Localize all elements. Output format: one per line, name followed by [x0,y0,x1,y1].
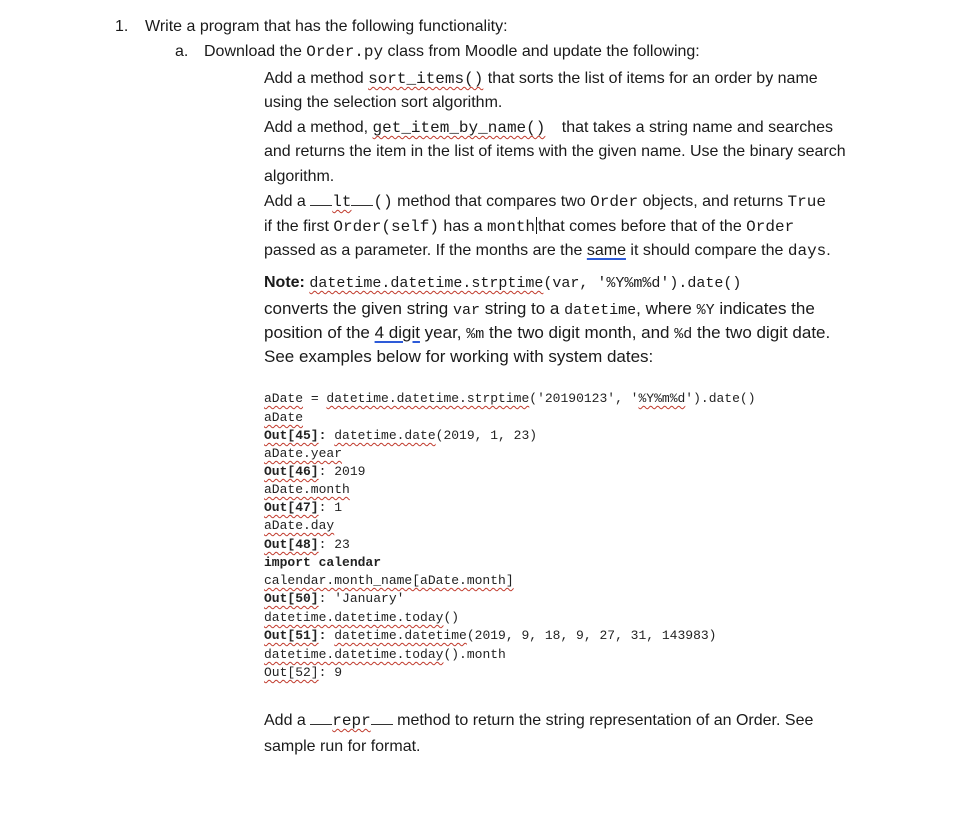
code-line-2: aDate [264,410,304,425]
sort-items-line2: using the selection sort algorithm. [264,94,503,111]
repr-line2: sample run for format. [264,738,421,755]
subpart-label: a. [175,43,189,60]
code-line-16: Out[52]: 9 [264,665,343,680]
code-line-15: datetime.datetime.today().month [264,647,506,662]
subpart-intro: Download the Order.py class from Moodle and update the following: [204,43,700,61]
note-line2: converts the given string var string to a datetime, where %Y indicates the [264,299,815,319]
method-get-item-by-name: get_item_by_name() [372,119,546,137]
code-line-1: aDate = datetime.datetime.strptime('20190123', '%Y%m%d').date() [264,391,756,406]
code-line-14: Out[51]: datetime.datetime(2019, 9, 18, 9, 27, 31, 143983) [264,628,717,643]
code-line-9: Out[48]: 23 [264,537,350,552]
code-line-4: aDate.year [264,446,343,461]
code-line-6: aDate.month [264,482,350,497]
repr-line1: Add a repr method to return the string representation of an Order. See [264,712,814,730]
code-line-7: Out[47]: 1 [264,500,343,515]
lt-line3: passed as a parameter. If the months are the same it should compare the days. [264,242,831,260]
get-item-line2: and returns the item in the list of items with the given name. Use the binary search [264,143,846,160]
code-line-5: Out[46]: 2019 [264,464,366,479]
method-sort-items: sort_items() [368,70,484,88]
lt-line1: Add a lt () method that compares two Order objects, and returns True [264,193,826,211]
word-same: same [586,242,626,259]
method-lt: lt [332,193,352,211]
code-line-13: datetime.datetime.today() [264,610,460,625]
note-line3: position of the 4 digit year, %m the two digit month, and %d the two digit date. [264,323,831,343]
code-line-8: aDate.day [264,518,335,533]
filename-code: Order.py [306,43,384,61]
question-number: 1. [115,18,129,35]
word-4-digit: 4 digit [374,323,420,342]
note-label: Note: [264,274,310,291]
lt-line2: if the first Order(self) has a month that comes before that of the Order [264,218,795,236]
code-line-12: Out[50]: 'January' [264,591,405,606]
note-line4: See examples below for working with system dates: [264,347,654,366]
method-repr: repr [332,712,371,730]
get-item-line3: algorithm. [264,168,335,185]
code-line-11: calendar.month_name[aDate.month] [264,573,514,588]
note-line1: Note: datetime.datetime.strptime(var, '%Y%m%d').date() [264,274,742,292]
text-cursor [536,217,537,234]
question-text: Write a program that has the following functionality: [145,18,508,35]
code-line-3: Out[45]: datetime.date(2019, 1, 23) [264,428,538,443]
sort-items-line1: Add a method sort_items() that sorts the list of items for an order by name [264,70,818,88]
code-line-10: import calendar [264,555,382,570]
get-item-line1: Add a method, get_item_by_name() that takes a string name and searches [264,119,834,137]
